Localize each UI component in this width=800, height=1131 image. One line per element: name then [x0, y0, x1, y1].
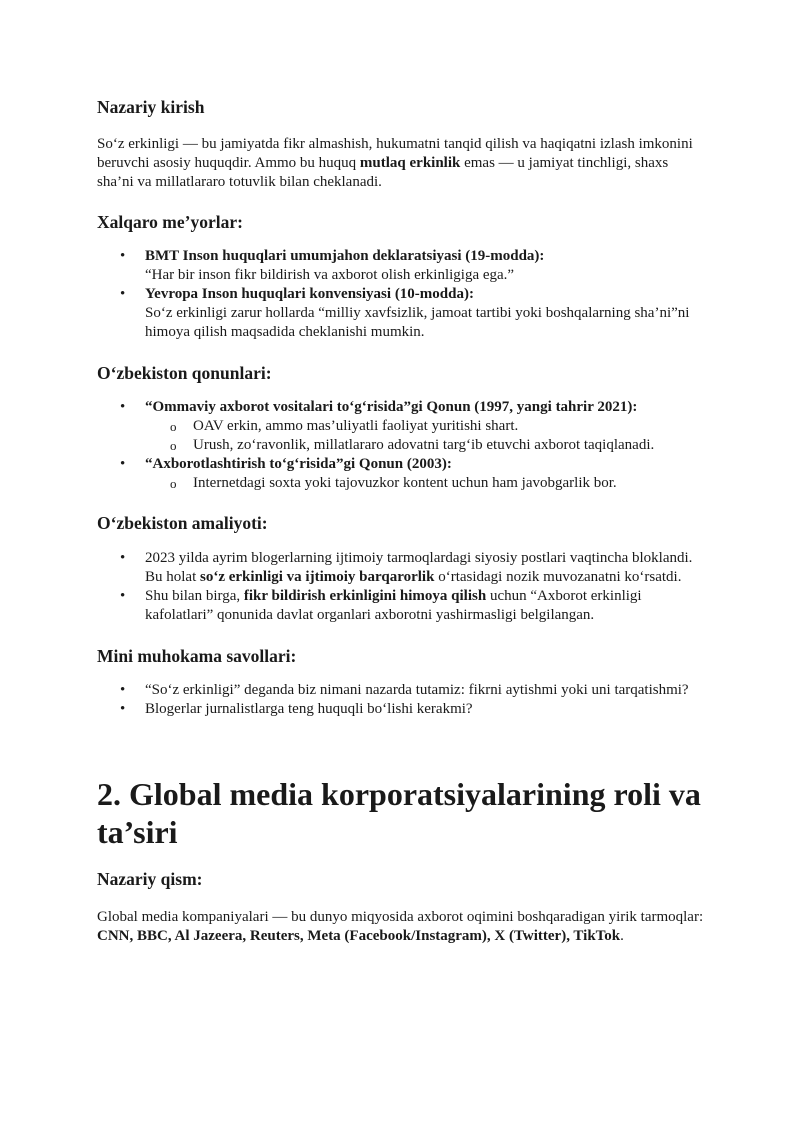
- list-item: • Yevropa Inson huquqlari konvensiyasi (10-modda): So‘z erkinligi zarur hollarda “milliy xavfsizlik, jamoat tartibi yoki boshqalarning sha’ni”ni himoya qilish maqsadida cheklanishi mumkin.: [145, 285, 704, 342]
- section-title-nazariy-kirish: Nazariy kirish: [97, 97, 205, 117]
- questions-list: [97, 681, 704, 719]
- list-item: • Blogerlar jurnalistlarga teng huquqli bo‘lishi kerakmi?: [145, 700, 704, 719]
- laws-list: [97, 398, 704, 493]
- sub-list-item: o Internetdagi soxta yoki tajovuzkor kontent uchun ham javobgarlik bor.: [193, 474, 704, 493]
- section-title-xalqaro: Xalqaro me’yorlar:: [97, 212, 243, 232]
- list-item: • Shu bilan birga, fikr bildirish erkinligini himoya qilish uchun “Axborot erkinligi kafolatlari” qonunida davlat organlari axborotni yashirmasligi belgilangan.: [145, 587, 704, 625]
- list-item: • 2023 yilda ayrim blogerlarning ijtimoiy tarmoqlardagi siyosiy postlari vaqtincha bloklandi. Bu holat so‘z erkinligi va ijtimoiy barqarorlik o‘rtasidagi nozik muvozanatni ko‘rsatdi.: [145, 549, 704, 587]
- section-title-savollar: Mini muhokama savollari:: [97, 646, 297, 666]
- sub-list-item: o OAV erkin, ammo mas’uliyatli faoliyat yuritishi shart.: [193, 417, 704, 436]
- intro-paragraph: So‘z erkinligi — bu jamiyatda fikr almashish, hukumatni tanqid qilish va haqiqatni izlash imkonini beruvchi asosiy huquqdir. Ammo bu huquq mutlaq erkinlik emas — u jamiyat tinchligi, shaxs sha’ni va millatlararo totuvlik bilan cheklanadi.: [97, 136, 693, 190]
- international-norms-list: [97, 247, 704, 342]
- practice-list: [97, 549, 704, 625]
- list-item: • “Axborotlashtirish to‘g‘risida”gi Qonun (2003): o Internetdagi soxta yoki tajovuzkor kontent uchun ham javobgarlik bor.: [145, 455, 704, 493]
- list-item: • “So‘z erkinligi” deganda biz nimani nazarda tutamiz: fikrni aytishmi yoki uni tarqatishmi?: [145, 681, 704, 700]
- list-item: • “Ommaviy axborot vositalari to‘g‘risida”gi Qonun (1997, yangi tahrir 2021): o OAV erkin, ammo mas’uliyatli faoliyat yuritishi shart. o Urush, zo‘ravonlik, millatlararo adovatni targ‘ib etuvchi axborot taqiqlanadi.: [145, 398, 704, 455]
- global-media-paragraph: Global media kompaniyalari — bu dunyo miqyosida axborot oqimini boshqaradigan yirik tarmoqlar: CNN, BBC, Al Jazeera, Reuters, Meta (Facebook/Instagram), X (Twitter), TikTok.: [97, 909, 704, 944]
- sub-list: [145, 417, 704, 455]
- list-item: • BMT Inson huquqlari umumjahon deklaratsiyasi (19-modda): “Har bir inson fikr bildirish va axborot olish erkinligiga ega.”: [145, 247, 704, 285]
- sub-list: [145, 474, 704, 493]
- section-title-nazariy-qism: Nazariy qism:: [97, 869, 203, 889]
- section-title-qonunlar: O‘zbekiston qonunlari:: [97, 363, 272, 383]
- chapter-heading: 2. Global media korporatsiyalarining roli va ta’siri: [97, 776, 701, 850]
- sub-list-item: o Urush, zo‘ravonlik, millatlararo adovatni targ‘ib etuvchi axborot taqiqlanadi.: [193, 436, 704, 455]
- section-title-amaliyot: O‘zbekiston amaliyoti:: [97, 513, 268, 533]
